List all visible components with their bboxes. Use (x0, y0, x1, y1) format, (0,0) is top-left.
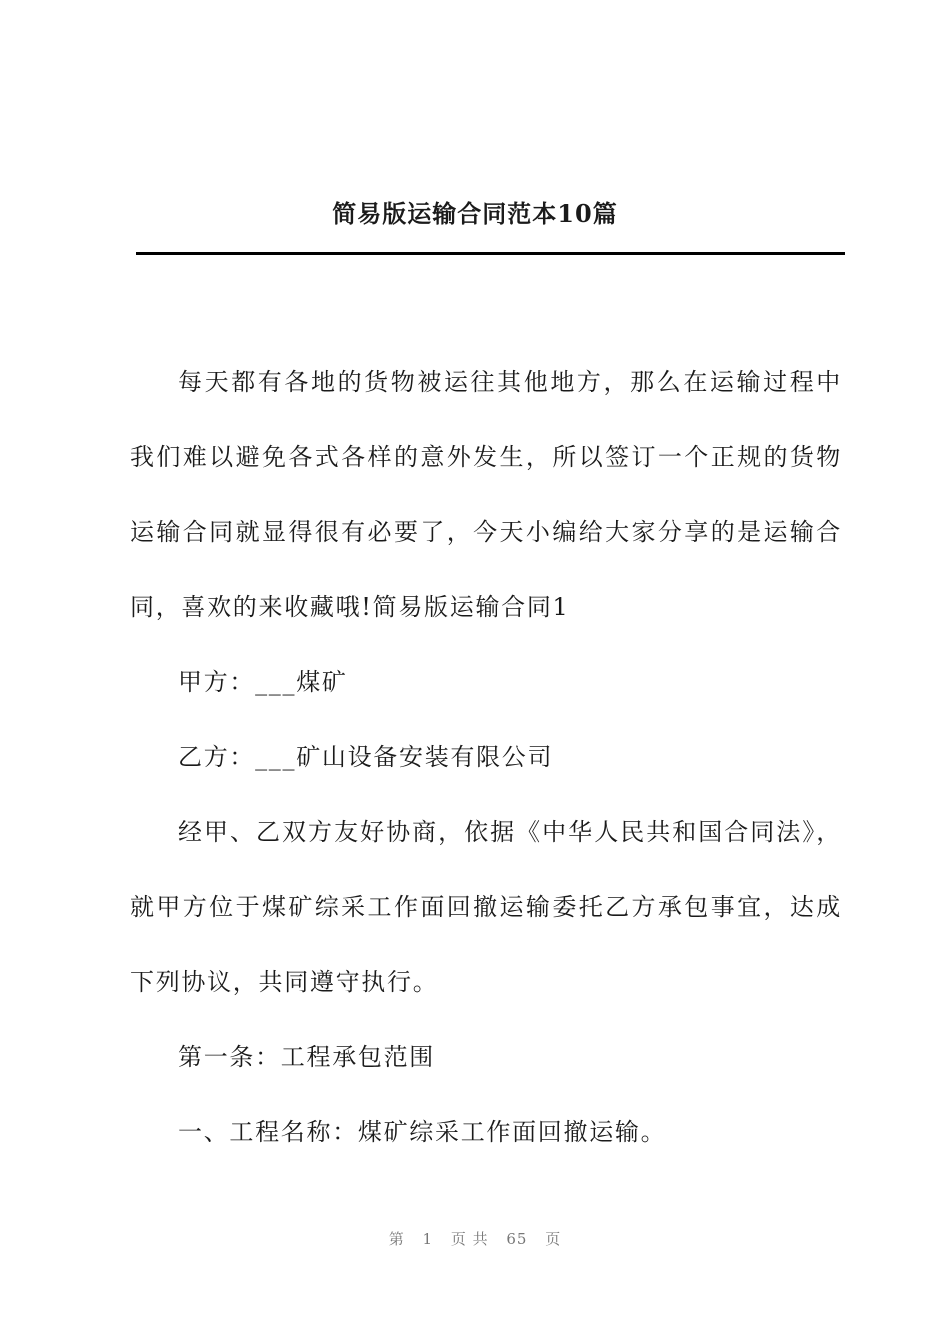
paragraph-article-1: 第一条：工程承包范围 (178, 1043, 435, 1071)
footer-of-label: 页 共 (450, 1230, 489, 1248)
document-title: 简易版运输合同范本10篇 (332, 199, 618, 228)
paragraph-party-b: 乙方：___矿山设备安装有限公司 (178, 743, 554, 771)
footer-pages-label: 页 (545, 1230, 562, 1248)
page-footer (0, 1228, 950, 1249)
footer-page-label: 第 (388, 1230, 405, 1248)
footer-current-page: 1 (422, 1230, 434, 1248)
paragraph-party-a: 甲方：___煤矿 (178, 668, 348, 696)
paragraph-agreement: 经甲、乙双方友好协商，依据《中华人民共和国合同法》，就甲方位于煤矿综采工作面回撤运输委托乙方承包事宜，达成下列协议，共同遵守执行。 (130, 818, 842, 996)
paragraph-project-name: 一、工程名称：煤矿综采工作面回撤运输。 (178, 1118, 667, 1146)
document-body (130, 345, 842, 1170)
footer-total-pages: 65 (506, 1230, 528, 1248)
paragraph-intro: 每天都有各地的货物被运往其他地方，那么在运输过程中我们难以避免各式各样的意外发生，所以签订一个正规的货物运输合同就显得很有必要了，今天小编给大家分享的是运输合同，喜欢的来收藏哦!简易版运输合同1 (130, 368, 842, 621)
title-divider (136, 252, 845, 255)
